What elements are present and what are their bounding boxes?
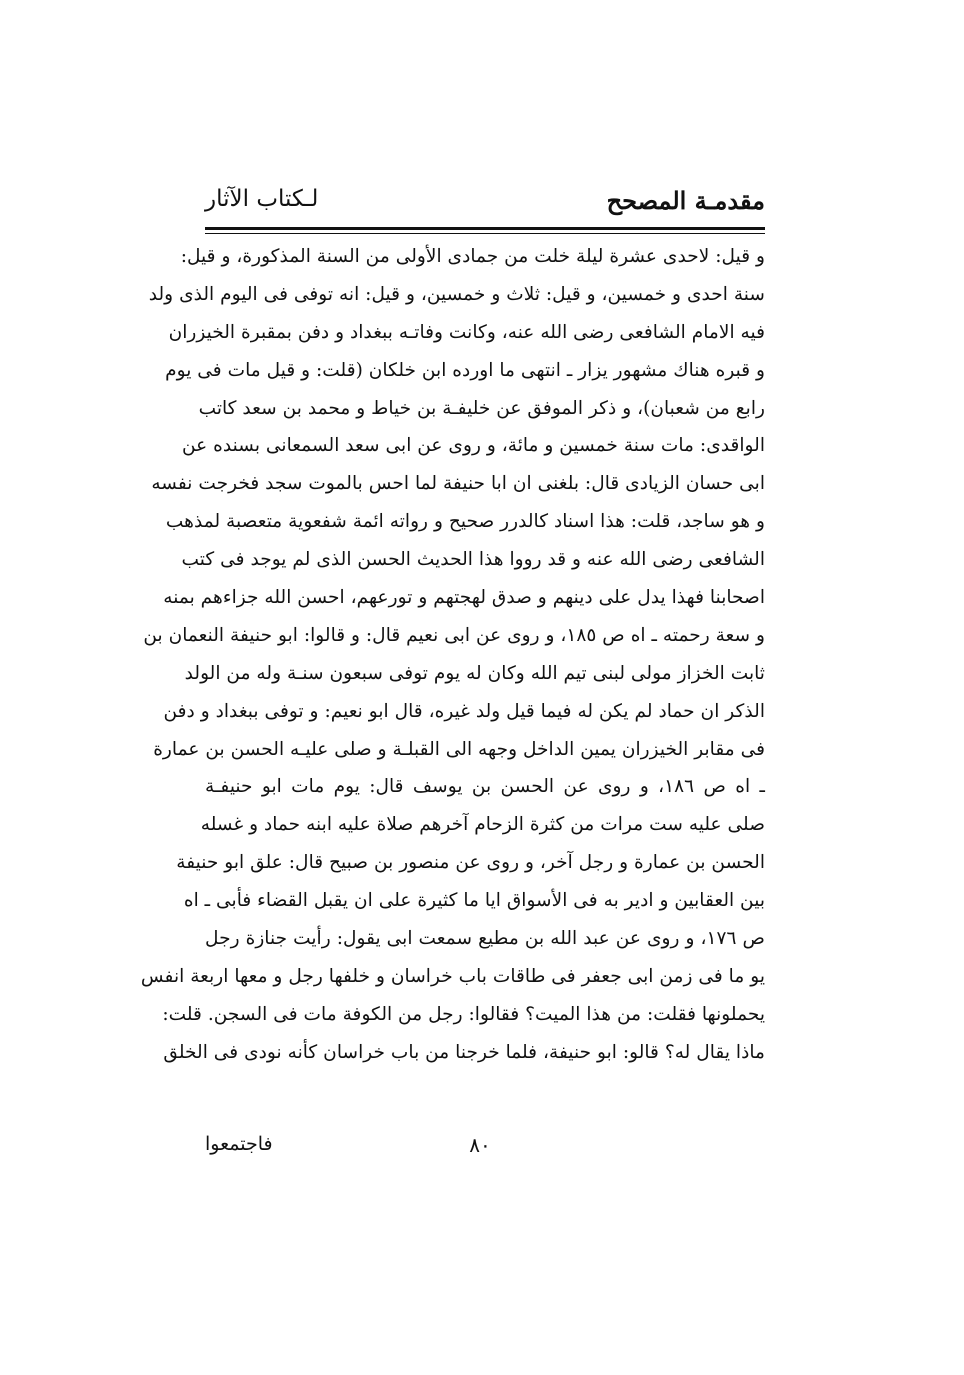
text-line: فيه الامام الشافعى رضى الله عنه، وكانت وفاتـه ببغداد و دفن بمقبرة الخيزران: [168, 321, 765, 343]
text-line: يحملونها فقلت: من هذا الميت؟ فقالوا: رجل من الكوفة مات فى السجن. قلت:: [162, 1003, 765, 1025]
text-line: رابع من شعبان)، و ذكر الموفق عن خليفـة بن خياط و محمد بن سعد كاتب: [198, 397, 765, 419]
header-rule-thick: [205, 227, 765, 230]
text-line: ابى حسان الزيادى قال: بلغنى ان ابا حنيفة لما احس بالموت سجد فخرجت نفسه: [151, 473, 765, 495]
text-line: بين العقابين و ادير به فى الأسواق ايا ما كثيرة على ان يقبل القضاء فأبى ـ اه: [183, 890, 765, 912]
text-line: الواقدى: مات سنة خمسين و مائة، و روى عن ابى سعد السمعانى بسنده عن: [181, 435, 765, 457]
header-left-title: لـكتاب الآثار: [205, 186, 319, 212]
text-line: صلى عليه ست مرات من كثرة الزحام آخرهم صلاة عليه ابنه حماد و غسله: [200, 814, 765, 836]
text-line: ـ اه ص ١٨٦، و روى عن الحسن بن يوسف قال: يوم مات ابو حنيفـة: [205, 776, 765, 798]
text-line: ماذا يقال له؟ قالو: ابو حنيفة، فلما خرجنا من باب خراسان كأنه نودى فى الخلق: [163, 1041, 765, 1063]
text-line: الحسن بن عمارة و رجل آخر، و روى عن منصور بن صبيح قال: علق ابو حنيفة: [176, 852, 765, 874]
page-header: [205, 186, 765, 226]
text-line: سنة احدى و خمسين، و قيل: ثلاث و خمسين، و قيل: انه توفى فى اليوم الذى ولد: [148, 283, 765, 305]
header-rule-thin: [205, 233, 765, 234]
text-line: و قبره هناك مشهور يزار ـ انتهى ما اورده ابن خلكان (قلت: و قيل مات فى يوم: [165, 359, 765, 381]
text-line: اصحابنا فهذا يدل على دينهم و صدق لهجتهم و تورعهم، احسن الله جزاءهم بمنه: [163, 587, 765, 609]
text-line: و قيل: لاحدى عشرة ليلة خلت من جمادى الأولى من السنة المذكورة، و قيل:: [180, 246, 765, 267]
body-text: [140, 238, 766, 1072]
text-line: يو ما فى زمن ابى جعفر فى طاقات باب خراسان و خلفها رجل و معها اربعة انفس: [140, 965, 765, 987]
text-line: الشافعى رضى الله عنه و قد رووا هذا الحديث الحسن الذى لم يوجد فى كتب: [181, 549, 765, 571]
header-right-title: مقدمـة المصحح: [606, 186, 765, 215]
text-line: ثابت الخزاز مولى لبنى تيم الله وكان له يوم توفى سبعون سنـة وله من الولد: [184, 662, 765, 684]
text-line: الذكر ان حماد لم يكن له فيما قيل ولد غيره، قال ابو نعيم: و توفى ببغداد و دفن: [163, 700, 765, 722]
page-number: ٨٠: [469, 1133, 491, 1157]
text-line: و هو ساجد، قلت: هذا اسناد كالدرر صحيح و رواته ائمة شفعوية متعصبة لمذهب: [165, 511, 765, 533]
text-line: فى مقابر الخيزران يمين الداخل وجهه الى القبلـة و صلى عليـه الحسن بن عمارة: [153, 738, 765, 760]
text-line: ص ١٧٦، و روى عن عبد الله بن مطيع سمعت ابى يقول: رأيت جنازة رجل: [205, 928, 766, 950]
text-line: و سعة رحمته ـ اه ص ١٨٥، و روى عن ابى نعيم قال: و قالوا: ابو حنيفة النعمان بن: [143, 624, 765, 646]
catchword: فاجتمعوا: [205, 1133, 273, 1155]
